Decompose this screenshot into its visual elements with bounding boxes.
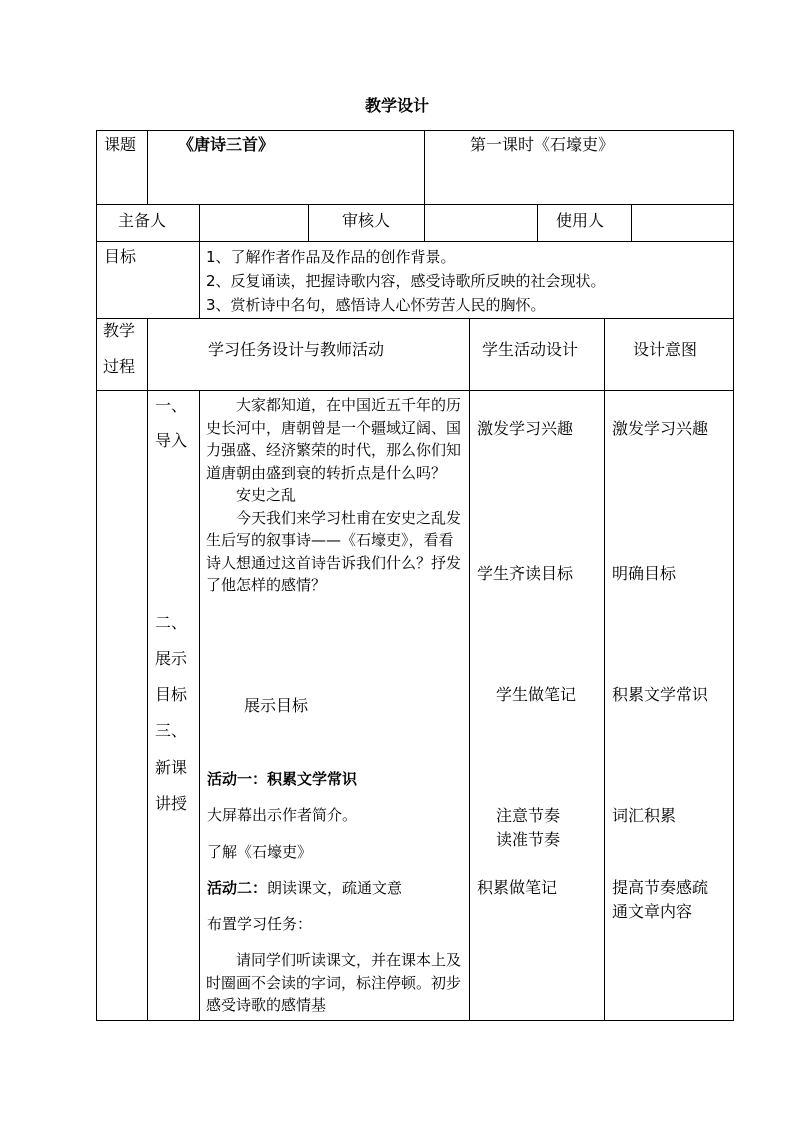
understand-text: 了解《石壕吏》: [207, 843, 313, 861]
design-intent: 积累文学常识: [612, 685, 709, 704]
stage-label: 导入: [155, 431, 188, 450]
cell-divider: [199, 204, 200, 241]
table-row-divider: [96, 204, 734, 205]
design-intent: 提高节奏感疏: [612, 878, 709, 897]
table-border-left: [96, 130, 97, 1021]
show-goals-text: 展示目标: [244, 696, 309, 715]
design-intent: 激发学习兴趣: [612, 419, 709, 438]
student-activity: 激发学习兴趣: [477, 419, 574, 438]
user-label: 使用人: [556, 211, 605, 230]
cell-divider: [147, 318, 148, 390]
table-border-top: [96, 130, 734, 131]
process-label: 过程: [103, 357, 136, 376]
table-row-divider: [96, 318, 734, 319]
stage-label: 目标: [155, 685, 188, 704]
student-activity: 学生齐读目标: [477, 564, 574, 583]
listen-paragraph: 请同学们听读课文，并在课本上及时圈画不会读的字词，标注停顿。初步感受诗歌的感情基: [206, 951, 462, 1014]
cell-divider: [199, 241, 200, 318]
stage-label: 新课: [155, 758, 188, 777]
cell-divider: [469, 390, 470, 1020]
stage-label: 三、: [155, 721, 188, 740]
cell-divider: [424, 130, 425, 204]
cell-divider: [469, 318, 470, 390]
topic-value: 《唐诗三首》: [178, 135, 275, 154]
process-label: 教学: [103, 321, 136, 340]
design-intent: 明确目标: [612, 564, 677, 583]
intro-paragraph: 大家都知道，在中国近五千年的历史长河中，唐朝曾是一个疆域辽阔、国力强盛、经济繁荣的时代，那么你们知道唐朝由盛到衰的转折点是什么吗？: [206, 396, 462, 482]
cell-divider: [604, 390, 605, 1020]
stage-label: 讲授: [155, 794, 188, 813]
column-header-intent: 设计意图: [633, 340, 698, 359]
today-paragraph: 今天我们来学习杜甫在安史之乱发生后写的叙事诗——《石壕吏》，看看诗人想通过这首诗告诉我们什么？抒发了他怎样的感情？: [206, 508, 462, 594]
design-intent: 通文章内容: [612, 902, 693, 921]
cell-divider: [631, 204, 632, 241]
cell-divider: [308, 204, 309, 241]
student-activity: 学生做笔记: [496, 685, 577, 704]
screen-text: 大屏幕出示作者简介。: [207, 806, 358, 824]
topic-label: 课题: [104, 135, 137, 154]
goals-label: 目标: [104, 247, 137, 266]
cell-divider: [199, 390, 200, 1020]
activity-one: 活动一：积累文学常识: [207, 770, 358, 788]
stage-label: 展示: [155, 649, 188, 668]
student-activity: 积累做笔记: [477, 878, 558, 897]
answer-paragraph: 安史之乱: [236, 486, 297, 504]
cell-divider: [424, 204, 425, 241]
activity-two: [207, 877, 402, 899]
cell-divider: [537, 204, 538, 241]
goal-item: 3、赏析诗中名句，感悟诗人心怀劳苦人民的胸怀。: [206, 296, 546, 314]
activity-two-label: 活动二：: [207, 879, 268, 897]
lesson-value: 第一课时《石壕吏》: [470, 135, 615, 154]
column-header-task: 学习任务设计与教师活动: [208, 340, 385, 359]
activity-two-text: 朗读课文，疏通文意: [267, 879, 403, 897]
reviewer-label: 审核人: [342, 211, 391, 230]
goal-item: 1、了解作者作品及作品的创作背景。: [206, 248, 456, 266]
column-header-student: 学生活动设计: [482, 340, 579, 359]
student-activity: 读准节奏: [496, 830, 561, 849]
table-border-bottom: [96, 1020, 734, 1021]
table-row-divider: [96, 241, 734, 242]
goal-item: 2、反复诵读，把握诗歌内容，感受诗歌所反映的社会现状。: [206, 272, 606, 290]
design-intent: 词汇积累: [612, 806, 677, 825]
stage-label: 二、: [155, 613, 188, 632]
stage-label: 一、: [155, 396, 188, 415]
student-activity: 注意节奏: [496, 806, 561, 825]
cell-divider: [147, 130, 148, 204]
cell-divider: [604, 318, 605, 390]
table-border-right: [733, 130, 734, 1021]
preparer-label: 主备人: [118, 211, 167, 230]
assign-text: 布置学习任务：: [207, 915, 313, 933]
table-row-divider: [96, 390, 734, 391]
cell-divider: [147, 390, 148, 1020]
page-title: 教学设计: [364, 96, 429, 115]
listen-block: [206, 949, 466, 1019]
task-intro: [206, 394, 466, 597]
